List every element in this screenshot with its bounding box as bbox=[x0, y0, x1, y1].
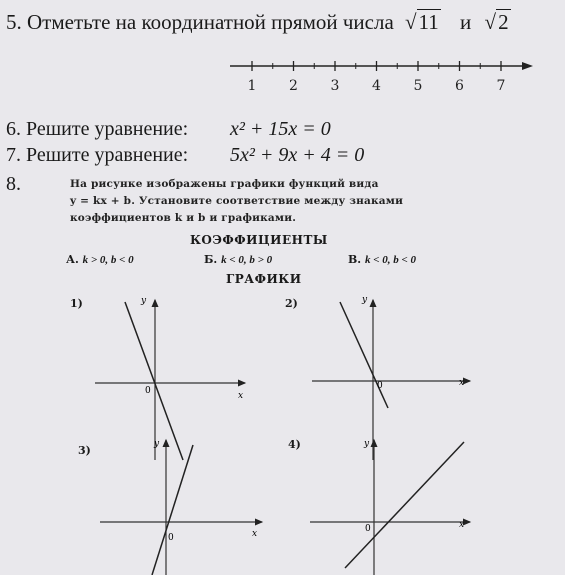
number-line-tick-label: 4 bbox=[372, 78, 381, 94]
task5-number: 5. bbox=[6, 10, 22, 34]
graph1-origin: 0 bbox=[145, 386, 151, 396]
graph4-number: 4) bbox=[288, 438, 301, 451]
graph-3 bbox=[100, 439, 262, 575]
number-line-tick-label: 3 bbox=[330, 78, 340, 94]
option-c-letter: В. bbox=[348, 253, 362, 266]
graph4-line bbox=[345, 442, 464, 568]
option-a-letter: А. bbox=[66, 253, 79, 266]
sqrt-11-radicand: 11 bbox=[418, 10, 439, 34]
option-b-letter: Б. bbox=[204, 253, 218, 266]
graph3-line bbox=[152, 445, 193, 575]
graph1-y-label: y bbox=[141, 296, 147, 306]
graph3-x-label: x bbox=[252, 529, 258, 539]
task6-number: 6. bbox=[6, 118, 21, 140]
sqrt-2: √2 bbox=[484, 10, 509, 34]
graph-2 bbox=[312, 295, 470, 460]
task8-text-line1: На рисунке изображены графики функций вида bbox=[70, 178, 379, 190]
number-line-tick-label: 5 bbox=[413, 78, 423, 94]
graph2-x-label: x bbox=[459, 378, 465, 388]
task7-number: 7. bbox=[6, 144, 21, 166]
task7-label: Решите уравнение: bbox=[26, 144, 189, 166]
graph1-x-label: x bbox=[238, 391, 244, 401]
task8-text-line2: y = kx + b. Установите соответствие между знаками bbox=[70, 195, 404, 207]
graph1-number: 1) bbox=[70, 297, 83, 310]
task5-conj: и bbox=[460, 10, 472, 34]
task5-text: Отметьте на координатной прямой числа bbox=[27, 10, 394, 34]
sqrt-11: √11 bbox=[405, 10, 439, 34]
graph4-x-label: x bbox=[459, 520, 465, 530]
task8-text-line3: коэффициентов k и b и графиками. bbox=[70, 212, 297, 224]
graph2-number: 2) bbox=[285, 297, 298, 310]
number-line-tick-label: 1 bbox=[247, 78, 257, 94]
graph-1 bbox=[95, 296, 245, 460]
graph2-origin: 0 bbox=[377, 381, 383, 391]
graph2-line bbox=[340, 302, 388, 408]
graph-4 bbox=[310, 439, 470, 575]
task7-equation: 5x² + 9x + 4 = 0 bbox=[230, 144, 365, 166]
option-c-cond: k < 0, b < 0 bbox=[364, 254, 417, 266]
task6-equation: x² + 15x = 0 bbox=[230, 118, 331, 140]
graph3-number: 3) bbox=[78, 444, 91, 457]
graph3-origin: 0 bbox=[168, 533, 174, 543]
graph2-y-label: y bbox=[362, 295, 368, 305]
option-b-cond: k < 0, b > 0 bbox=[221, 254, 273, 266]
graphs-heading: ГРАФИКИ bbox=[226, 272, 302, 286]
graph3-y-label: y bbox=[154, 439, 160, 449]
graph4-origin: 0 bbox=[365, 524, 371, 534]
sqrt-2-radicand: 2 bbox=[498, 10, 509, 34]
option-a-cond: k > 0, b < 0 bbox=[82, 254, 134, 266]
task8-number: 8. bbox=[6, 173, 21, 195]
number-line-tick-label: 2 bbox=[289, 78, 298, 94]
coef-heading: КОЭФФИЦИЕНТЫ bbox=[190, 233, 328, 247]
number-line-tick-label: 6 bbox=[455, 78, 464, 94]
number-line-tick-label: 7 bbox=[496, 78, 506, 94]
task6-label: Решите уравнение: bbox=[26, 118, 189, 140]
graph4-y-label: y bbox=[364, 439, 370, 449]
graph1-line bbox=[125, 302, 183, 460]
